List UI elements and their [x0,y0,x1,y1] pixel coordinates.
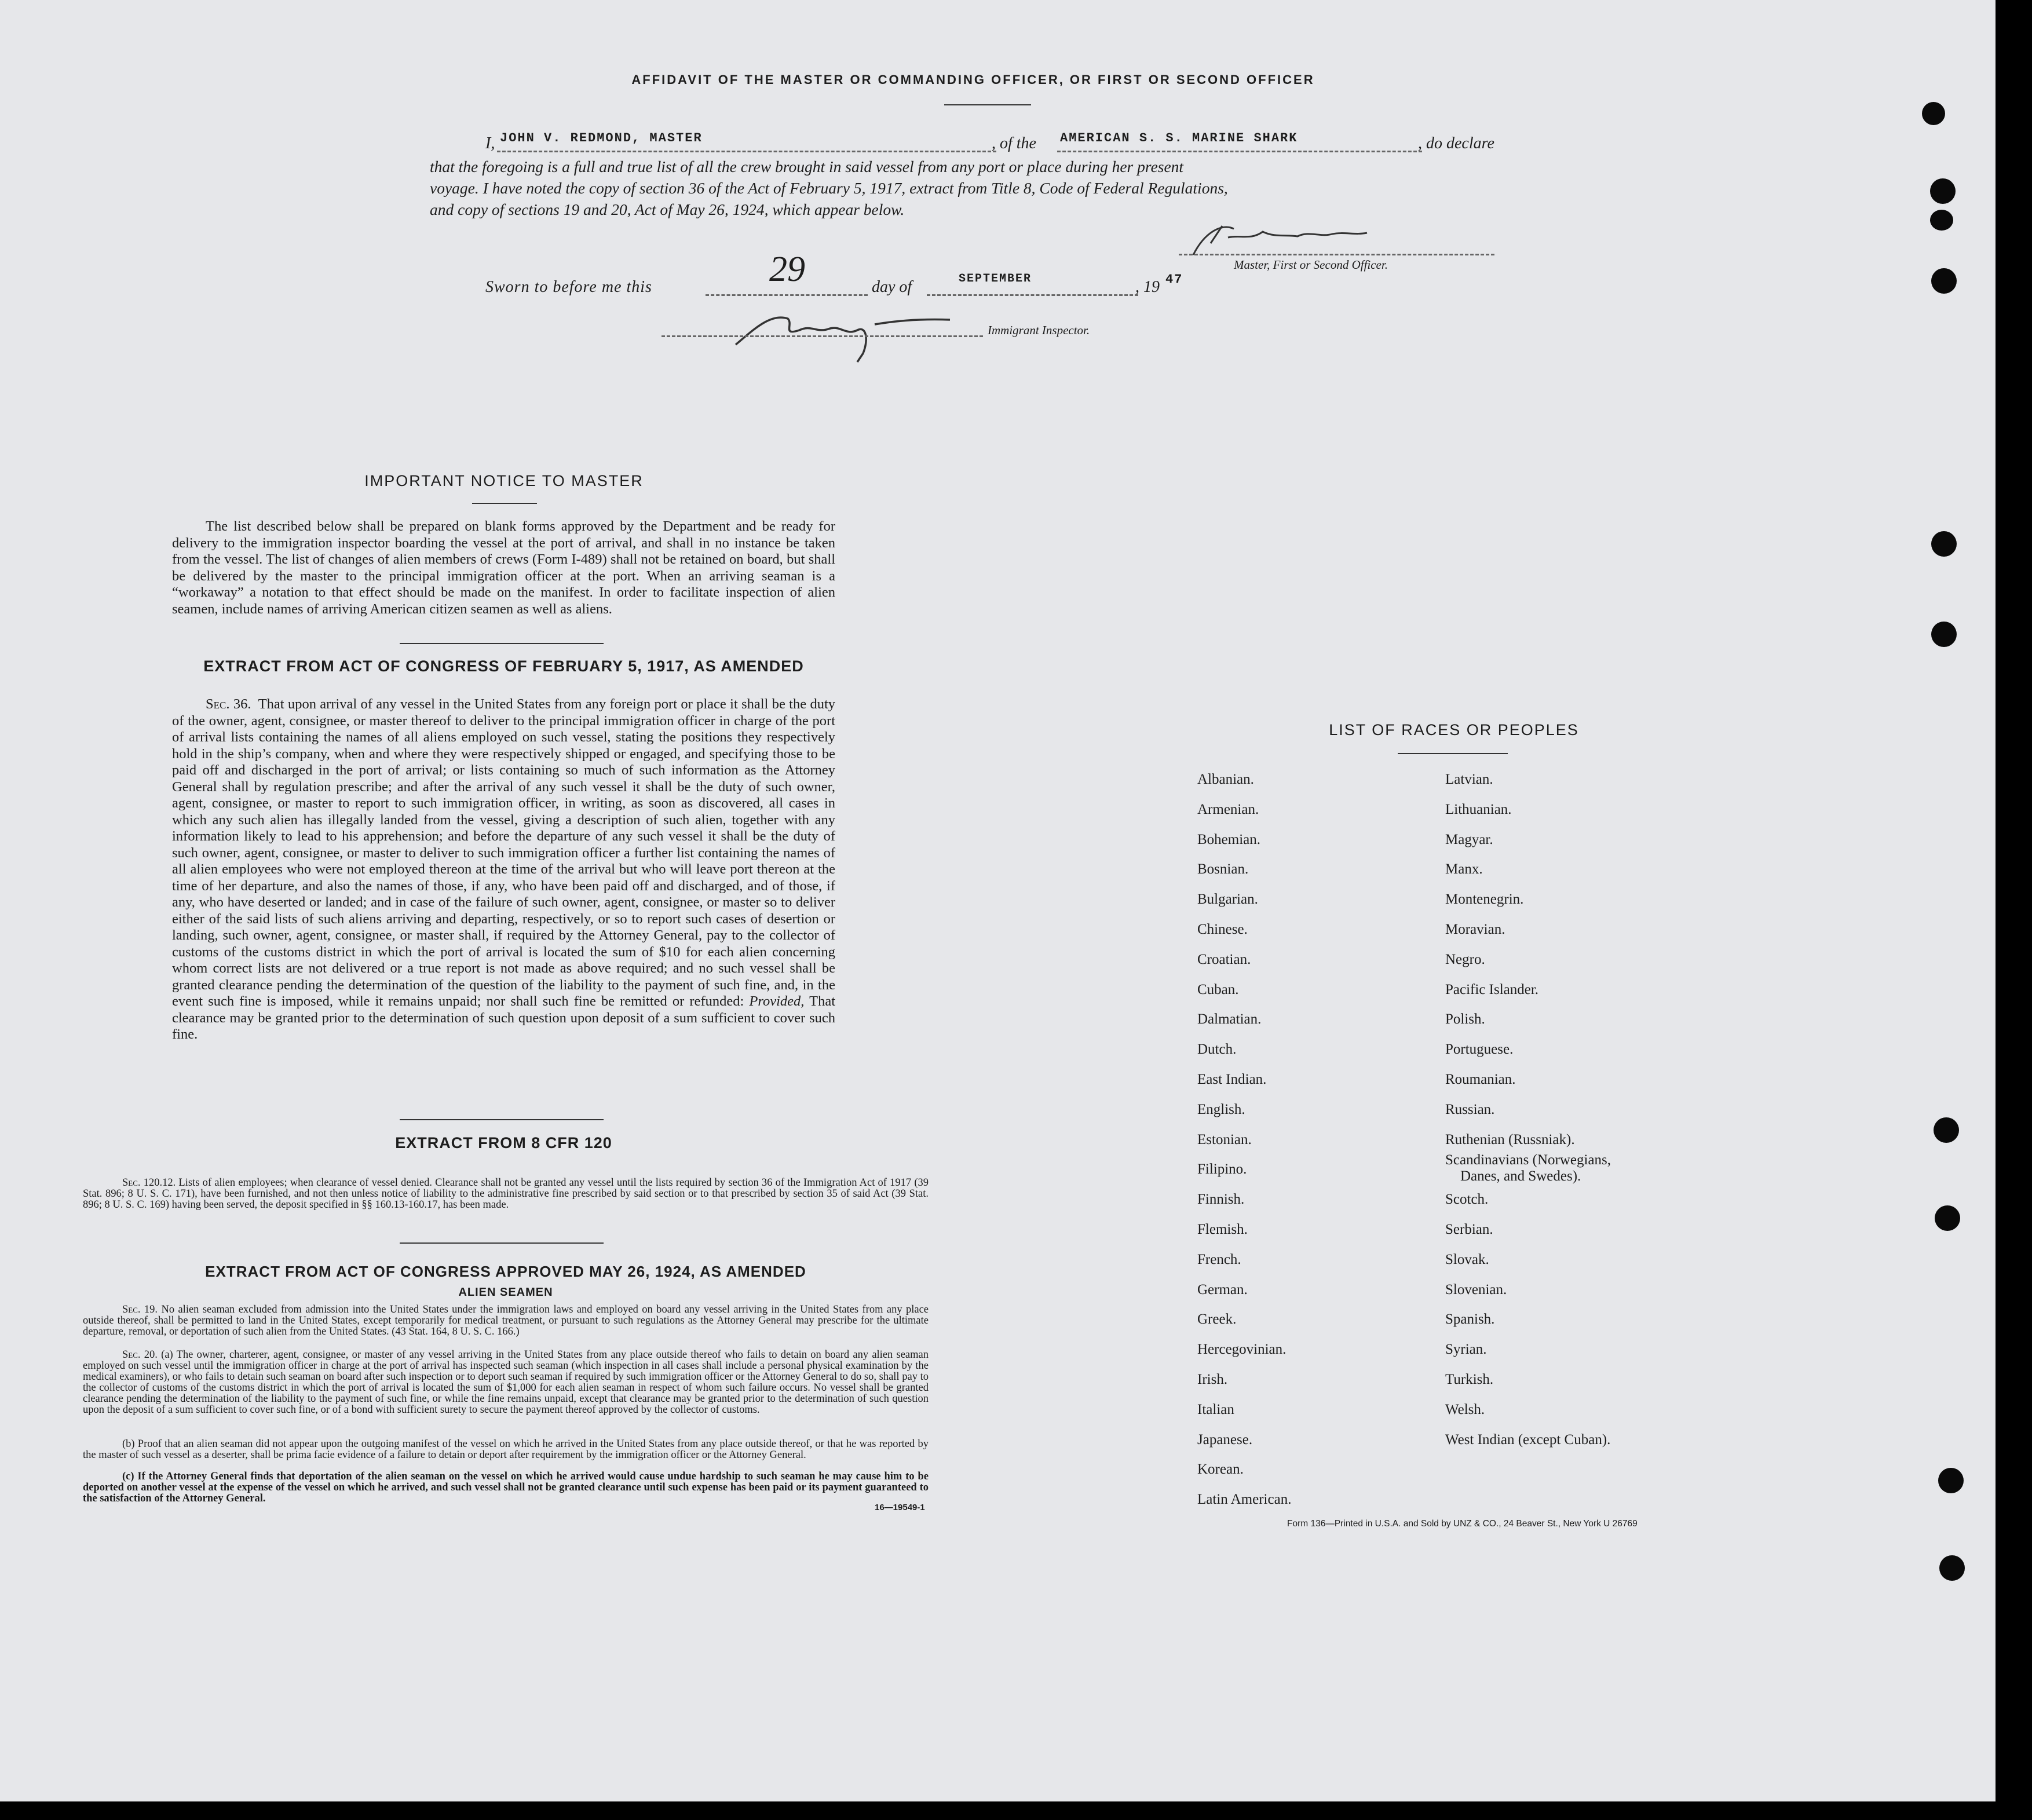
punch-hole [1935,1205,1960,1231]
race-item: Ruthenian (Russniak). [1445,1131,1575,1147]
punch-hole [1931,268,1957,294]
notice-body: The list described below shall be prepared on blank forms approved by the Department and be ready for delivery to the immigration inspector boarding the vessel at the port of arrival, and shall in no instance be taken from the vessel. The list of changes of alien members of crews (Form I-489) shall not be retained on board, but shall be delivered by the master to the principal immigration officer at the port. When an arriving seaman is a “workaway” a notation to that effect should be made on the manifest. In order to facilitate inspection of alien seamen, include names of arriving American citizen seamen as well as aliens. [172,518,835,617]
act1917-end-rule [400,1119,604,1120]
race-item: Estonian. [1197,1131,1252,1147]
sworn-label: Sworn to before me this [485,278,652,296]
races-left-column [1197,765,1291,1515]
race-item: Latin American. [1197,1492,1292,1508]
act1917-heading: EXTRACT FROM ACT OF CONGRESS OF FEBRUARY 5, 1917, AS AMENDED [203,657,804,675]
punch-hole [1934,1117,1959,1143]
race-item: West Indian (except Cuban). [1445,1431,1611,1448]
race-item: German. [1197,1281,1248,1298]
race-item: Greek. [1197,1311,1237,1328]
race-item: Scandinavians (Norwegians, Danes, and Swedes). [1445,1152,1611,1185]
race-item: Filipino. [1197,1161,1247,1178]
act1917-body [172,696,835,1043]
act1924-sec20b: (b) Proof that an alien seaman did not appear upon the outgoing manifest of the vessel on which he arrived in the United States from any place outside thereof, or that he was reported by the master of such vessel as a deserter, shall be prima facie evidence of a failure to detain or deport after requirement by the immigration officer or the Attorney General. [83,1438,929,1461]
notice-heading: IMPORTANT NOTICE TO MASTER [364,472,644,489]
race-item: French. [1197,1251,1241,1267]
race-item: Moravian. [1445,921,1505,937]
master-name: JOHN V. REDMOND, MASTER [500,131,703,145]
affidavit-heading-rule [944,104,1031,105]
race-item: Finnish. [1197,1192,1245,1208]
race-item: Cuban. [1197,981,1239,997]
race-item: Italian [1197,1401,1234,1417]
act1917-provided: Provided, [749,993,805,1009]
master-caption: Master, First or Second Officer. [1234,258,1388,272]
inspector-caption: Immigrant Inspector. [988,323,1090,337]
master-signature-line [1179,254,1494,255]
race-item: Manx. [1445,861,1483,878]
year-suffix: 47 [1165,272,1183,287]
year-prefix: , 19 [1135,278,1160,296]
affidavit-do-declare: , do declare [1418,134,1494,152]
cfr-body-text: Lists of alien employees; when clearance of vessel denied. Clearance shall not be granted any vessel until the lists required by section 36 of the Immigration Act of 1917 (39 Stat. 896; 8 U. S. C. 171), have been furnished, and not then unless notice of liability to the administrative fine prescribed by said section or to that prescribed by section 35 of said Act (39 Stat. 896; 8 U. S. C. 169) having been served, the deposit specified in §§ 160.13-160.17, has been made. [83,1177,929,1211]
race-item-continuation: Danes, and Swedes). [1460,1168,1581,1185]
race-item: Croatian. [1197,951,1251,967]
act1924-heading: EXTRACT FROM ACT OF CONGRESS APPROVED MAY 26, 1924, AS AMENDED [205,1263,806,1280]
cfr-heading: EXTRACT FROM 8 CFR 120 [395,1134,612,1152]
punch-hole [1931,531,1957,557]
race-item: Dalmatian. [1197,1011,1262,1028]
act1924-sec20a [83,1350,929,1416]
race-item: Slovak. [1445,1251,1489,1267]
printer-footer: Form 136—Printed in U.S.A. and Sold by UNZ & CO., 24 Beaver St., New York U 26769 [1287,1519,1638,1529]
sworn-month: SEPTEMBER [959,272,1032,286]
inspector-signature-line [662,335,983,337]
race-item: English. [1197,1101,1245,1117]
affidavit-line-2: that the foregoing is a full and true list of all the crew brought in said vessel from any port or place during her present [430,158,1184,176]
vessel-name: AMERICAN S. S. MARINE SHARK [1060,131,1298,145]
race-item: Chinese. [1197,921,1248,937]
race-item: Bulgarian. [1197,891,1258,908]
race-item: Negro. [1445,951,1485,967]
act1924-sec19 [83,1304,929,1337]
affidavit-of-the: , of the [992,134,1036,152]
day-of-label: day of [872,278,912,296]
vessel-fill-line [1057,151,1422,152]
race-item: Lithuanian. [1445,801,1512,817]
affidavit-line-4: and copy of sections 19 and 20, Act of May 26, 1924, which appear below. [430,200,905,218]
notice-end-rule [400,643,604,644]
race-item: Welsh. [1445,1401,1485,1417]
act1917-sec-label: Sec. 36. [206,696,251,712]
punch-hole [1939,1555,1965,1581]
race-item: Dutch. [1197,1041,1237,1058]
act1924-subheading: ALIEN SEAMEN [458,1286,553,1299]
race-item: Turkish. [1445,1371,1494,1387]
race-item: Roumanian. [1445,1071,1516,1087]
act1924-sec19-label: Sec. 19. [122,1304,158,1315]
cfr-body [83,1178,929,1211]
cfr-end-rule [400,1242,604,1244]
race-item: Magyar. [1445,831,1493,847]
affidavit-i-label: I, [485,134,495,152]
race-item: East Indian. [1197,1071,1267,1087]
race-item: Syrian. [1445,1342,1487,1358]
race-item: Bohemian. [1197,831,1261,847]
act1924-sec19-text: No alien seaman excluded from admission into the United States under the immigration laws and employed on board any vessel arriving in the United States from any place outside thereof, shall be permitted to land in the United States, except temporarily for medical treatment, or pursuant to such regulations as the Attorney General may prescribe for the ultimate departure, removal, or deportation of such alien from the United States. (43 Stat. 164, 8 U. S. C. 166.) [83,1304,929,1337]
race-item: Korean. [1197,1461,1244,1478]
races-heading-rule [1398,753,1508,754]
punch-hole [1930,178,1956,204]
race-item: Hercegovinian. [1197,1342,1287,1358]
act1917-body-b: That clearance may be granted prior to the determination of such question upon deposit of a sum sufficient to cover such fine. [172,993,836,1042]
race-item: Spanish. [1445,1311,1495,1328]
race-item: Serbian. [1445,1221,1493,1237]
punch-hole [1931,622,1957,647]
punch-hole [1922,102,1945,125]
race-item: Bosnian. [1197,861,1249,878]
act1924-sec20c: (c) If the Attorney General finds that deportation of the alien seaman on the vessel on which he arrived would cause undue hardship to such seaman he may cause him to be deported on another vessel at the expense of the vessel on which he arrived, and such vessel shall not be granted clearance until such expense has been paid or its payment guaranteed to the satisfaction of the Attorney General. [83,1471,929,1504]
sworn-day: 29 [769,250,805,289]
race-item: Montenegrin. [1445,891,1524,908]
punch-hole [1938,1468,1964,1493]
race-item: Albanian. [1197,772,1254,787]
race-item: Flemish. [1197,1221,1248,1237]
races-heading: LIST OF RACES OR PEOPLES [1329,721,1579,739]
form-code: 16—19549-1 [875,1503,925,1512]
race-item: Russian. [1445,1101,1495,1117]
act1917-body-a: That upon arrival of any vessel in the United States from any foreign port or place it shall be the duty of the owner, agent, consignee, or master thereof to deliver to the principal immigration officer in charge of the port of arrival lists containing the names of all aliens employed on such vessel, stating the positions they respectively hold in the ship’s company, when and where they were respectively shipped or engaged, and specifying those to be paid off and discharged in the port of arrival; or lists containing so much of such information as the Attorney General shall by regulation prescribe; and after the arrival of any such vessel it shall be the duty of such owner, agent, consignee, or master to report to such immigration officer, in writing, as soon as discovered, all cases in which any such alien has illegally landed from the vessel, giving a description of such alien, together with any information likely to lead to his apprehension; and before the departure of any such vessel it shall be the duty of such owner, agent, consignee, or master to deliver to such immigration officer a further list containing the names of all alien employees who were not employed thereon at the time of the arrival but who will leave port thereon at the time of her departure, and also the names of those, if any, who have been paid off and discharged, and of those, if any, who have deserted or landed; and in case of the failure of such owner, agent, consignee, or master so to deliver either of the said lists of such aliens arriving and departing, respectively, or so to report such cases of desertion or landing, such owner, agent, consignee, or master shall, if required by the Attorney General, pay to the collector of customs of the customs district in which the port of arrival is located the sum of $10 for each alien concerning whom correct lists are not delivered or a true report is not made as above required; and no such vessel shall be granted clearance pending the determination of the question of the liability to the payment of such fine, and, in the event such fine is imposed, while it remains unpaid; nor shall such fine be remitted or refunded: [172,696,835,1009]
race-item: Pacific Islander. [1445,981,1539,997]
affidavit-line-3: voyage. I have noted the copy of section 36 of the Act of February 5, 1917, extract from Title 8, Code of Federal Regulations, [430,179,1228,197]
race-item: Portuguese. [1445,1041,1514,1058]
race-item: Japanese. [1197,1431,1253,1448]
affidavit-heading: AFFIDAVIT OF THE MASTER OR COMMANDING OFFICER, OR FIRST OR SECOND OFFICER [631,72,1315,87]
name-fill-line [497,151,996,152]
inspector-signature [730,290,973,365]
act1924-sec20-label: Sec. 20. [122,1349,158,1361]
race-item: Scotch. [1445,1192,1489,1208]
act1924-sec20a-text: (a) The owner, charterer, agent, consignee, or master of any vessel arriving in the United States from any place outside thereof who fails to detain on board any alien seaman employed on such vessel until the immigration officer in charge at the port of arrival has inspected such seaman (which inspection in all cases shall include a personal physical examination by the medical examiners), or who fails to detain such seaman on board after such inspection or to deport such seaman if required by such immigration officer or the Attorney General to do so, shall pay to the collector of customs of the customs district in which the port of arrival is located the sum of $1,000 for each alien seaman in respect of whom such failure occurs. No vessel shall be granted clearance pending the determination of the liability to the payment of such fine, or while the fine remains unpaid, except that clearance may be granted prior to the determination of such question upon the deposit of a sum sufficient to cover such fine, or of a bond with sufficient surety to secure the payment thereof approved by the collector of customs. [83,1349,929,1416]
race-item: Slovenian. [1445,1281,1507,1298]
race-item: Latvian. [1445,772,1493,787]
race-item: Irish. [1197,1371,1228,1387]
races-right-column [1445,765,1611,1454]
race-item: Polish. [1445,1011,1485,1028]
punch-hole [1930,210,1953,231]
notice-heading-rule [472,503,537,504]
race-item: Armenian. [1197,801,1259,817]
cfr-sec-label: Sec. 120.12. [122,1177,176,1189]
